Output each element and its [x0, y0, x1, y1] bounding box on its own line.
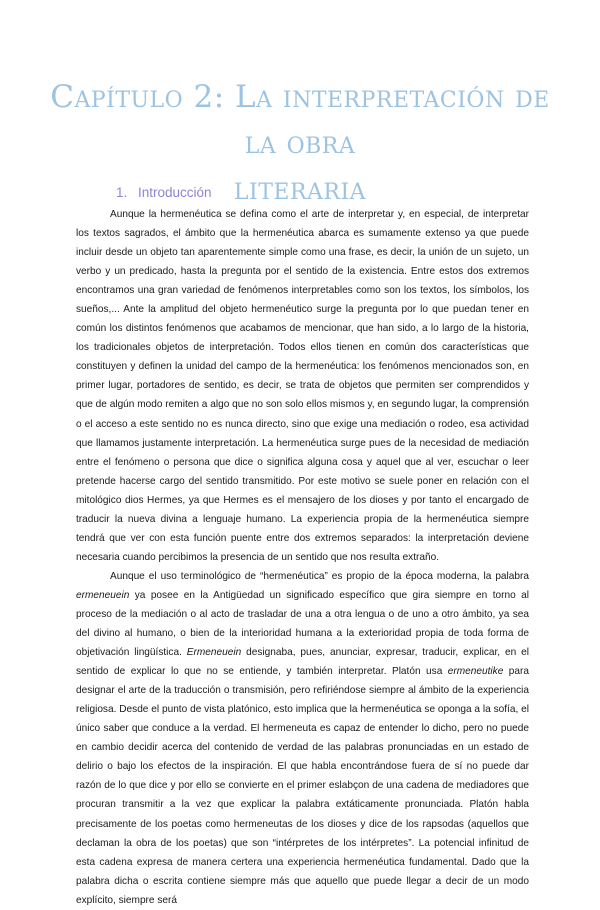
chapter-title-line-2: literaria — [233, 171, 367, 207]
paragraph-2 — [76, 567, 529, 910]
greek-term: ermeneuein — [76, 589, 130, 601]
paragraph-2-text: ya posee en la Antigüedad un significado específico que gira siempre en torno al proceso de la mediación o al acto de trasladar de una a otra lengua o de uno a otro ámbito, ya sea del divino al humano, o bien de la interioridad humana a la exterioridad propia de toda forma de objetivación lingüística. — [76, 589, 529, 659]
paragraph-2-text: para designar el arte de la traducción o transmisión, pero refiriéndose siempre al ámbito de la experiencia religiosa. Desde el punto de vista platónico, esto implica que la hermenéutica se oponga a la sofía, el único saber que conduce a la verdad. El hermeneuta es capaz de entender lo dicho, pero no puede en cambio decidir acerca del contenido de verdad de las palabras pronunciadas en un estado de delirio o bajo los efectos de la inspiración. El que habla encontrándose fuera de sí no puede dar razón de lo que dice y por ello se convierte en el primer eslabçon de una cadena de mediadores que procuran transmitir a la vez que explicar la palabra extáticamente pronunciada. Platón habla precisamente de los poetas como hermeneutas de los dioses y dice de los rapsodas (aquellos que declaman la obra de los poetas) que son “intérpretes de los intérpretes”. La potencial infinitud de esta cadena expresa de manera certera una experiencia hermenéutica fundamental. Dado que la palabra dicha o escrita contiene siempre más que aquello que puede llegar a decir de un modo explícito, siempre será — [76, 666, 529, 906]
paragraph-2-text: designaba, pues, anunciar, expresar, traducir, explicar, en el sentido de explicar lo que no se entiende, y también interpretar. Platón usa — [76, 647, 529, 678]
greek-term: Ermeneuein — [186, 647, 242, 659]
body-text — [76, 205, 529, 910]
greek-term: ermeneutike — [447, 666, 504, 678]
chapter-title-line-1: Capítulo 2: La interpretación de la obra — [50, 79, 550, 161]
section-title: Introducción — [138, 185, 212, 200]
paragraph-2-text: Aunque el uso terminológico de “hermenéutica” es propio de la época moderna, la palabra — [110, 570, 529, 582]
section-heading — [116, 185, 212, 200]
paragraph-1: Aunque la hermenéutica se defina como el arte de interpretar y, en especial, de interpretar los textos sagrados, el ámbito que la hermenéutica abarca es sumamente extenso ya que puede incluir desde un objeto tan aparentemente simple como una frase, es decir, la unión de un sujeto, un verbo y un predicado, hasta la pregunta por el sentido de la existencia. Entre estos dos extremos encontramos una gran variedad de fenómenos interpretables como son los textos, los símbolos, los sueños,... Ante la amplitud del objeto hermenéutico surge la pregunta por lo que puedan tener en común los distintos fenómenos que acabamos de mencionar, que han sido, a lo largo de la historia, los tradicionales objetos de interpretación. Todos ellos tienen en común dos características que constituyen y definen la unidad del campo de la hermenéutica: los fenómenos mencionados son, en primer lugar, portadores de sentido, es decir, se trata de objetos que permiten ser comprendidos y que de algún modo remiten a algo que no son solo ellos mismos y, en segundo lugar, la comprensión o el acceso a este sentido no es nunca directo, sino que exige una mediación o rodeo, esa actividad que llamamos justamente interpretación. La hermenéutica surge pues de la necesidad de mediación entre el fenómeno o persona que dice o significa alguna cosa y aquel que al ver, escuchar o leer pretende hacerse cargo del sentido transmitido. Por este motivo se suele poner en relación con el mitológico dios Hermes, ya que Hermes es el mensajero de los dioses y por tanto el encargado de traducir la nueva divina a lenguaje humano. La experiencia propia de la hermenéutica siempre tendrá que ver con esta función puente entre dos extremos separados: la interpretación deviene necesaria cuando percibimos la presencia de un sentido que nos resulta extraño. — [76, 209, 529, 563]
section-number: 1. — [116, 185, 128, 200]
